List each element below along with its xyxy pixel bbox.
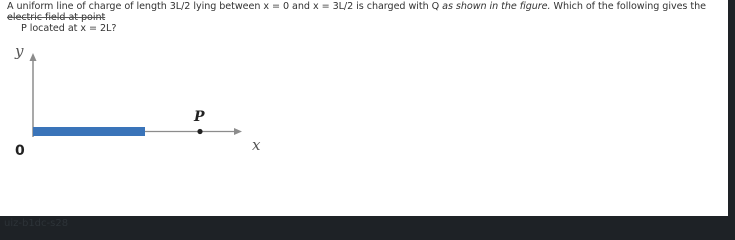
question-line1-prefix: A uniform line of charge of length 3L/2 lying between x = 0 and x = 3L/2 is charged with Q — [7, 1, 443, 12]
line-of-charge — [33, 127, 145, 136]
origin-label: 0 — [15, 143, 25, 159]
point-p-label: P — [194, 109, 205, 125]
x-axis-arrow-icon — [234, 128, 242, 135]
point-p-marker — [197, 129, 202, 134]
y-axis-arrow-icon — [30, 53, 37, 61]
question-line2: P located at x = 2L? — [21, 23, 117, 34]
right-edge — [728, 0, 735, 216]
bottom-bar — [0, 216, 735, 235]
footer-faint-text: uiz-b1dc-s28 — [4, 218, 69, 229]
y-axis-label: y — [15, 42, 24, 60]
question-line1-italic: as shown in the figure. — [442, 1, 551, 12]
question-line1-struck: electric field at point — [7, 12, 106, 23]
x-axis-label: x — [252, 136, 261, 154]
question-line1-suffix: Which of the following gives the — [550, 1, 706, 12]
